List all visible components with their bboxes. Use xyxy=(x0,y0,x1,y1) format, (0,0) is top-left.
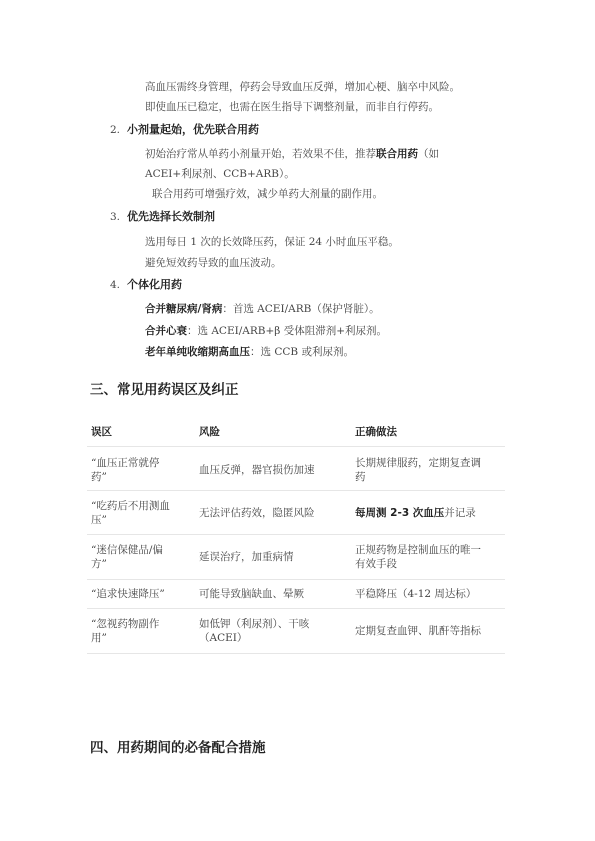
table-cell-correct: 平稳降压（4-12 周达标） xyxy=(355,588,477,600)
item-2-line-3: 联合用药可增强疗效，减少单药大剂量的副作用。 xyxy=(152,188,383,200)
table-cell-myth: “追求快速降压” xyxy=(91,588,165,600)
item-2-number: 2. xyxy=(110,124,121,136)
table-cell-risk: 延误治疗，加重病情 xyxy=(199,551,294,563)
table-cell-correct: 每周测 2-3 次血压并记录 xyxy=(355,507,476,519)
table-header-correct: 正确做法 xyxy=(355,426,397,438)
table-cell-correct: 正规药物是控制血压的唯一 有效手段 xyxy=(355,544,481,570)
table-row xyxy=(87,535,505,580)
table-cell-risk: 如低钾（利尿剂）、干咳 （ACEI） xyxy=(199,618,310,644)
table-cell-risk: 可能导致脑缺血、晕厥 xyxy=(199,588,304,600)
item-4-line-2: 合并心衰：选 ACEI/ARB+β 受体阻滞剂+利尿剂。 xyxy=(145,325,388,337)
item-3-line-2: 避免短效药导致的血压波动。 xyxy=(145,257,282,269)
table-cell-correct: 长期规律服药，定期复查调 药 xyxy=(355,457,481,483)
table-header-row xyxy=(87,418,505,447)
item-4-line-1: 合并糖尿病/肾病：首选 ACEI/ARB（保护肾脏）。 xyxy=(145,303,380,315)
table-cell-myth: “忽视药物副作 用” xyxy=(91,618,160,644)
section-3-title: 三、常见用药误区及纠正 xyxy=(90,382,239,398)
item-4-number: 4. xyxy=(110,279,121,291)
table-row xyxy=(87,609,505,654)
table-cell-risk: 无法评估药效，隐匿风险 xyxy=(199,507,315,519)
table-header-myth: 误区 xyxy=(91,426,112,438)
item-3-title: 优先选择长效制剂 xyxy=(127,210,215,223)
intro-line-1: 高血压需终身管理，停药会导致血压反弹，增加心梗、脑卒中风险。 xyxy=(145,81,460,93)
section-4-title: 四、用药期间的必备配合措施 xyxy=(90,740,266,756)
table-cell-risk: 血压反弹，器官损伤加速 xyxy=(199,464,315,476)
table-row xyxy=(87,447,505,491)
table-header-risk: 风险 xyxy=(199,426,220,438)
table-cell-myth: “迷信保健品/偏 方” xyxy=(91,544,163,570)
item-3-number: 3. xyxy=(110,211,121,223)
table-cell-myth: “吃药后不用测血 压” xyxy=(91,500,170,526)
item-2-title: 小剂量起始，优先联合用药 xyxy=(127,123,259,136)
item-2-line-2: ACEI+利尿剂、CCB+ARB）。 xyxy=(145,168,295,180)
intro-line-2: 即使血压已稳定，也需在医生指导下调整剂量，而非自行停药。 xyxy=(145,101,439,113)
item-4-title: 个体化用药 xyxy=(127,278,182,291)
table-cell-correct: 定期复查血钾、肌酐等指标 xyxy=(355,625,481,637)
table-row xyxy=(87,491,505,535)
table-cell-myth: “血压正常就停 药” xyxy=(91,457,160,483)
item-4-line-3: 老年单纯收缩期高血压：选 CCB 或利尿剂。 xyxy=(145,346,354,358)
item-3-line-1: 选用每日 1 次的长效降压药，保证 24 小时血压平稳。 xyxy=(145,236,399,248)
misconceptions-table xyxy=(87,418,505,654)
table-row xyxy=(87,580,505,609)
item-2-line-1: 初始治疗常从单药小剂量开始，若效果不佳，推荐联合用药（如 xyxy=(145,148,439,160)
